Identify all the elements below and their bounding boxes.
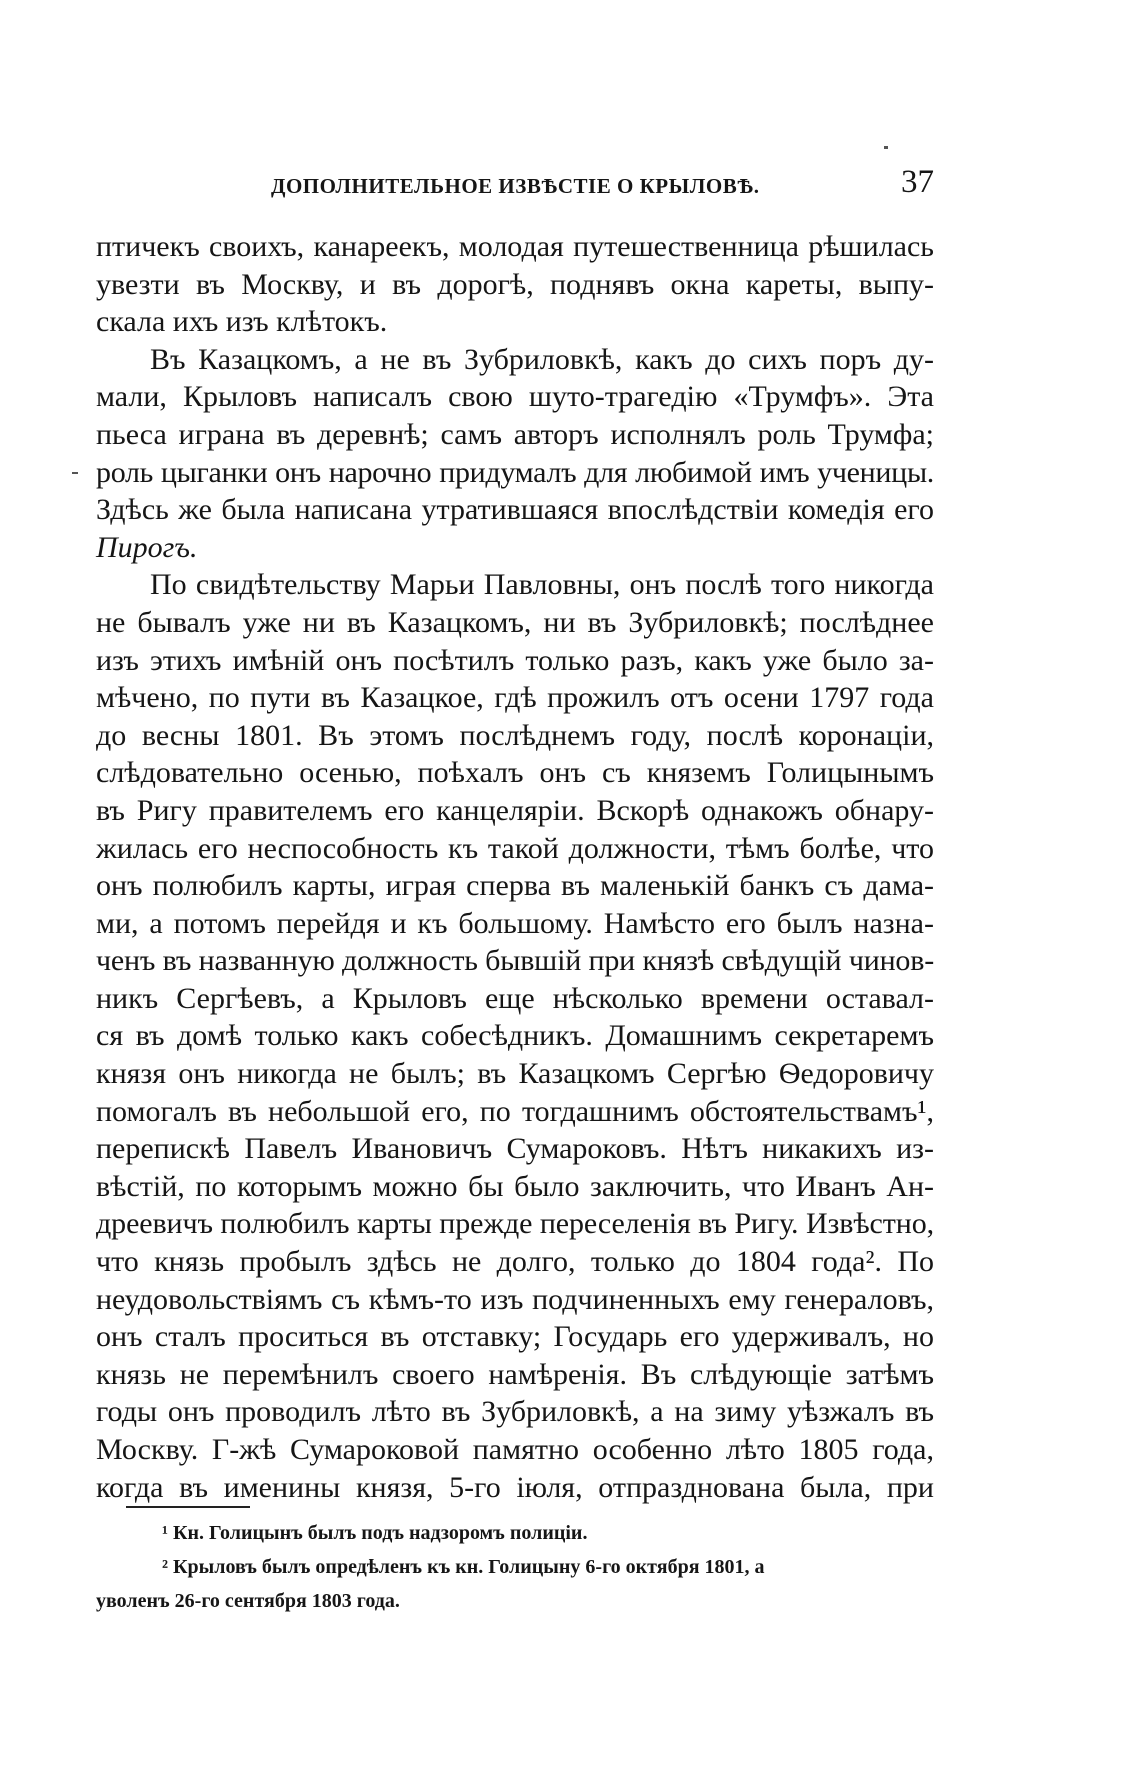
text-line: князя онъ никогда не былъ; въ Казацкомъ Сергѣю Ѳедоровичу <box>96 1057 934 1091</box>
running-title: ДОПОЛНИТЕЛЬНОЕ ИЗВѢСТIЕ О КРЫЛОВѢ. <box>271 174 760 198</box>
paragraph-2 <box>96 341 934 567</box>
text-line: не бывалъ уже ни въ Казацкомъ, ни въ Зубриловкѣ; послѣднее <box>96 605 934 639</box>
text-line: въ Ригу правителемъ его канцеляріи. Вскорѣ однакожъ обнару- <box>96 793 934 827</box>
footnote-2-continuation: уволенъ 26-го сентября 1803 года. <box>96 1590 400 1612</box>
text-line: По свидѣтельству Марьи Павловны, онъ послѣ того никогда <box>150 568 934 602</box>
text-line: годы онъ проводилъ лѣто въ Зубриловкѣ, а на зиму уѣзжалъ въ <box>96 1395 934 1429</box>
paragraph-1 <box>96 228 934 341</box>
text-line: князь не перемѣнилъ своего намѣренія. Въ слѣдующіе затѣмъ <box>96 1357 934 1391</box>
footnote-divider <box>126 1506 250 1508</box>
text-line: мѣчено, по пути въ Казацкое, гдѣ прожилъ отъ осени 1797 года <box>96 681 934 715</box>
text-line: мали, Крыловъ написалъ свою шуто-трагедію «Трумфъ». Эта <box>96 380 934 414</box>
print-speck <box>72 472 78 474</box>
text-line: ся въ домѣ только какъ собесѣдникъ. Домашнимъ секретаремъ <box>96 1019 934 1053</box>
text-line: ченъ въ названную должность бывшій при князѣ свѣдущій чинов- <box>96 944 934 978</box>
text-line: слѣдовательно осенью, поѣхалъ онъ съ княземъ Голицынымъ <box>96 756 934 790</box>
text-line: когда въ именины князя, 5-го іюля, отпразднована была, при <box>96 1470 934 1504</box>
text-line: перепискѣ Павелъ Ивановичъ Сумароковъ. Нѣтъ никакихъ из- <box>96 1132 934 1166</box>
text-line: роль цыганки онъ нарочно придумалъ для любимой имъ ученицы. <box>96 455 934 489</box>
text-line: до весны 1801. Въ этомъ послѣднемъ году, послѣ коронаціи, <box>96 718 934 752</box>
text-line: птичекъ своихъ, канареекъ, молодая путешественница рѣшилась <box>96 230 934 263</box>
text-line: онъ полюбилъ карты, играя сперва въ маленькій банкъ съ дама- <box>96 869 934 903</box>
text-line: дреевичъ полюбилъ карты прежде переселенія въ Ригу. Извѣстно, <box>96 1207 934 1241</box>
text-line: скала ихъ изъ клѣтокъ. <box>96 305 388 339</box>
text-line: пьеса играна въ деревнѣ; самъ авторъ исполнялъ роль Трумфа; <box>96 417 934 451</box>
page-number: 37 <box>901 164 934 200</box>
text-line: вѣстій, по которымъ можно бы было заключить, что Иванъ Ан- <box>96 1169 934 1203</box>
text-line: увезти въ Москву, и въ дорогѣ, поднявъ окна кареты, выпу- <box>96 267 934 301</box>
text-line: неудовольствіямъ съ кѣмъ-то изъ подчиненныхъ ему генераловъ, <box>96 1282 934 1316</box>
footnotes <box>96 1516 934 1618</box>
text-line: жилась его неспособность къ такой должности, тѣмъ болѣе, что <box>96 831 934 865</box>
text-line: что князь пробылъ здѣсь не долго, только до 1804 года². По <box>96 1245 934 1279</box>
body-text <box>96 228 934 1506</box>
text-line: ми, а потомъ перейдя и къ большому. Намѣсто его былъ назна- <box>96 906 934 940</box>
footnote-1: ¹ Кн. Голицынъ былъ подъ надзоромъ полиціи. <box>162 1522 588 1544</box>
running-header <box>96 164 934 212</box>
paragraph-3 <box>96 566 934 1506</box>
footnote-2: ² Крыловъ былъ опредѣленъ къ кн. Голицыну 6-го октября 1801, а <box>162 1556 765 1578</box>
text-line: Москву. Г-жѣ Сумароковой памятно особенно лѣто 1805 года, <box>96 1433 934 1466</box>
text-line: Здѣсь же была написана утратившаяся впослѣдствіи комедія его <box>96 493 934 527</box>
text-line: никъ Сергѣевъ, а Крыловъ еще нѣсколько времени оставал- <box>96 981 934 1015</box>
text-line: Въ Казацкомъ, а не въ Зубриловкѣ, какъ до сихъ поръ ду- <box>150 342 934 376</box>
text-line: онъ сталъ проситься въ отставку; Государь его удерживалъ, но <box>96 1320 934 1354</box>
text-line: помогалъ въ небольшой его, по тогдашнимъ обстоятельствамъ¹, <box>96 1094 934 1128</box>
text-line: Пирогъ. <box>96 530 198 564</box>
text-line: изъ этихъ имѣній онъ посѣтилъ только разъ, какъ уже было за- <box>96 643 934 677</box>
print-speck <box>884 146 888 149</box>
